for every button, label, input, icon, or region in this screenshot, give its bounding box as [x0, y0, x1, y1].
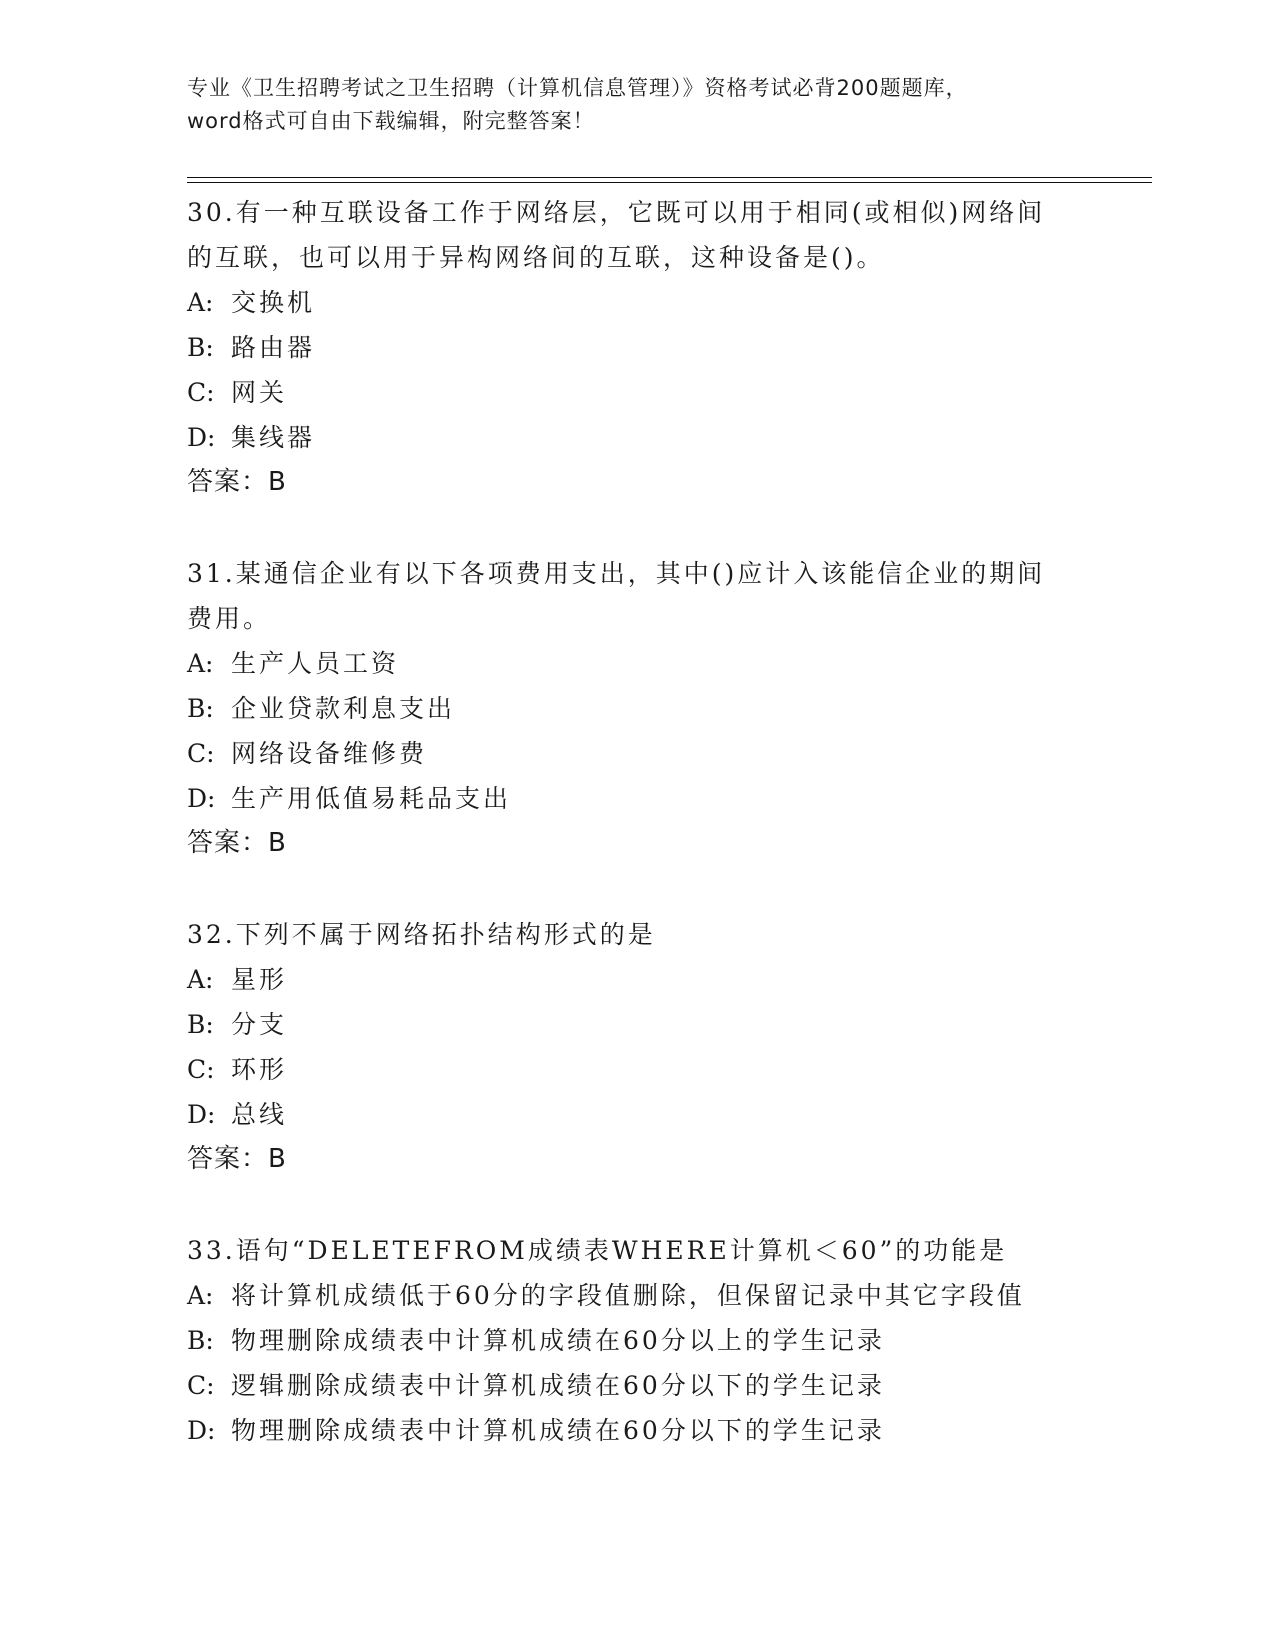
question-stem-line: 33.语句“DELETEFROM成绩表WHERE计算机＜60”的功能是: [187, 1236, 1008, 1265]
option-text: 生产用低值易耗品支出: [231, 784, 512, 813]
option-c: [187, 1363, 1147, 1408]
question-stem-line: 的互联，也可以用于异构网络间的互联，这种设备是()。: [187, 243, 885, 272]
option-key: A:: [187, 965, 214, 994]
header-line-2: word格式可自由下载编辑，附完整答案！: [187, 109, 595, 133]
option-key: C:: [187, 1371, 215, 1400]
option-text: 网络设备维修费: [231, 739, 428, 768]
option-key: C:: [187, 1055, 215, 1084]
question-stem: [187, 190, 1147, 280]
option-text: 星形: [231, 965, 288, 994]
header-line-1: 专业《卫生招聘考试之卫生招聘（计算机信息管理）》资格考试必背200题题库，: [187, 76, 968, 100]
option-text: 路由器: [231, 333, 316, 362]
option-key: D:: [187, 1416, 216, 1445]
option-d: [187, 776, 1147, 821]
option-text: 逻辑删除成绩表中计算机成绩在60分以下的学生记录: [231, 1371, 885, 1400]
option-key: B:: [187, 1010, 214, 1039]
option-text: 生产人员工资: [231, 649, 400, 678]
option-key: D:: [187, 1100, 216, 1129]
option-key: B:: [187, 333, 214, 362]
option-a: [187, 280, 1147, 325]
header-divider-top: [187, 177, 1152, 178]
option-text: 集线器: [231, 423, 316, 452]
option-b: [187, 686, 1147, 731]
option-text: 企业贷款利息支出: [231, 694, 456, 723]
option-text: 网关: [231, 378, 288, 407]
question-list: [187, 190, 1147, 1453]
option-text: 交换机: [231, 288, 316, 317]
option-c: [187, 1047, 1147, 1092]
option-key: C:: [187, 378, 215, 407]
option-key: B:: [187, 1326, 214, 1355]
option-text: 环形: [231, 1055, 288, 1084]
question-30: [187, 190, 1147, 505]
question-stem-line: 31.某通信企业有以下各项费用支出，其中()应计入该能信企业的期间: [187, 559, 1046, 588]
answer: 答案：B: [187, 1144, 287, 1174]
option-text: 物理删除成绩表中计算机成绩在60分以下的学生记录: [231, 1416, 885, 1445]
option-key: C:: [187, 739, 215, 768]
option-a: [187, 641, 1147, 686]
answer: 答案：B: [187, 467, 287, 497]
option-b: [187, 1318, 1147, 1363]
option-c: [187, 731, 1147, 776]
question-stem: [187, 912, 1147, 957]
option-text: 总线: [231, 1100, 288, 1129]
option-key: D:: [187, 423, 216, 452]
option-d: [187, 1408, 1147, 1453]
question-31: [187, 551, 1147, 866]
question-stem: [187, 551, 1147, 641]
option-key: A:: [187, 1281, 214, 1310]
question-32: [187, 912, 1147, 1182]
option-a: [187, 1273, 1147, 1318]
question-stem-line: 32.下列不属于网络拓扑结构形式的是: [187, 920, 656, 949]
option-text: 分支: [231, 1010, 288, 1039]
question-stem-line: 30.有一种互联设备工作于网络层，它既可以用于相同(或相似)网络间: [187, 198, 1046, 227]
document-header: [187, 72, 1087, 138]
answer: 答案：B: [187, 828, 287, 858]
option-b: [187, 325, 1147, 370]
question-stem-line: 费用。: [187, 604, 272, 633]
option-d: [187, 415, 1147, 460]
option-key: A:: [187, 649, 214, 678]
option-c: [187, 370, 1147, 415]
option-key: D:: [187, 784, 216, 813]
option-key: B:: [187, 694, 214, 723]
option-key: A:: [187, 288, 214, 317]
question-33: [187, 1228, 1147, 1453]
question-stem: [187, 1228, 1147, 1273]
option-a: [187, 957, 1147, 1002]
option-text: 物理删除成绩表中计算机成绩在60分以上的学生记录: [231, 1326, 885, 1355]
option-d: [187, 1092, 1147, 1137]
option-text: 将计算机成绩低于60分的字段值删除，但保留记录中其它字段值: [231, 1281, 1025, 1310]
header-divider-bottom: [187, 182, 1152, 183]
option-b: [187, 1002, 1147, 1047]
